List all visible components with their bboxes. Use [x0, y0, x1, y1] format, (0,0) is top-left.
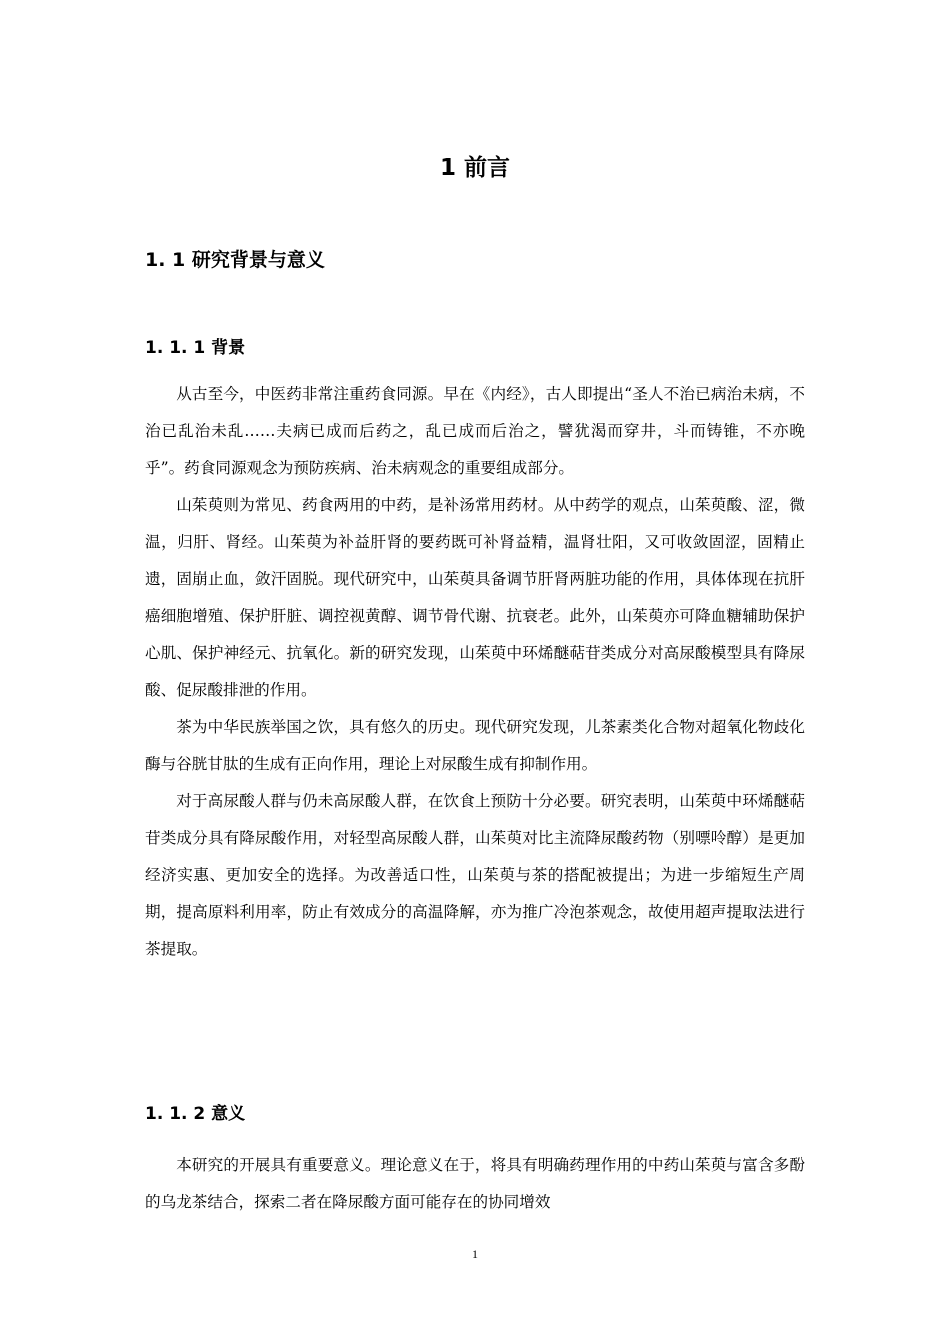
- subsection-heading-background: 1. 1. 1 背景: [145, 338, 246, 358]
- page-number: 1: [472, 1247, 478, 1261]
- section-heading: 1. 1 研究背景与意义: [145, 249, 325, 271]
- paragraph: 山茱萸则为常见、药食两用的中药，是补汤常用药材。从中药学的观点，山茱萸酸、涩，微温，归肝、肾经。山茱萸为补益肝肾的要药既可补肾益精，温肾壮阳，又可收敛固涩，固精止遗，固崩止血，敛汗固脱。现代研究中，山茱萸具备调节肝肾两脏功能的作用，具体体现在抗肝癌细胞增殖、保护肝脏、调控视黄醇、调节骨代谢、抗衰老。此外，山茱萸亦可降血糖辅助保护心肌、保护神经元、抗氧化。新的研究发现，山茱萸中环烯醚萜苷类成分对高尿酸模型具有降尿酸、促尿酸排泄的作用。: [145, 496, 805, 699]
- significance-text: [145, 1147, 805, 1221]
- paragraph: 对于高尿酸人群与仍未高尿酸人群，在饮食上预防十分必要。研究表明，山茱萸中环烯醚萜苷类成分具有降尿酸作用，对轻型高尿酸人群，山茱萸对比主流降尿酸药物（别嘌呤醇）是更加经济实惠、更加安全的选择。为改善适口性，山茱萸与茶的搭配被提出；为进一步缩短生产周期，提高原料利用率，防止有效成分的高温降解，亦为推广冷泡茶观念，故使用超声提取法进行茶提取。: [145, 792, 805, 958]
- background-text: [145, 376, 805, 968]
- paragraph: 本研究的开展具有重要意义。理论意义在于，将具有明确药理作用的中药山茱萸与富含多酚的乌龙茶结合，探索二者在降尿酸方面可能存在的协同增效: [145, 1156, 805, 1211]
- chapter-title: 1 前言: [439, 155, 510, 181]
- paragraph: 茶为中华民族举国之饮，具有悠久的历史。现代研究发现，儿茶素类化合物对超氧化物歧化酶与谷胱甘肽的生成有正向作用，理论上对尿酸生成有抑制作用。: [145, 718, 805, 773]
- subsection-heading-significance: 1. 1. 2 意义: [145, 1104, 246, 1124]
- paragraph: 从古至今，中医药非常注重药食同源。早在《内经》，古人即提出“圣人不治已病治未病，不治已乱治未乱……夫病已成而后药之，乱已成而后治之，譬犹渴而穿井，斗而铸锥，不亦晚乎”。药食同源观念为预防疾病、治未病观念的重要组成部分。: [145, 385, 805, 477]
